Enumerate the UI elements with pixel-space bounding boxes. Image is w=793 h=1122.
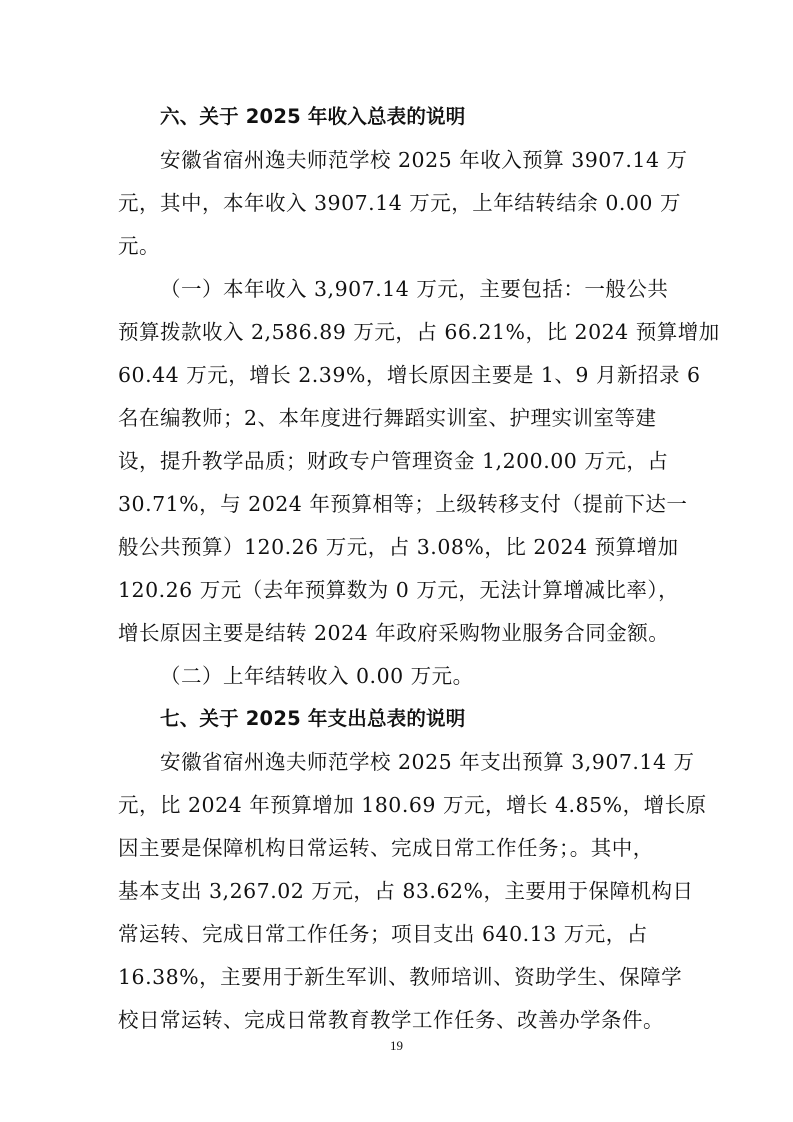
paragraph-line: 120.26 万元（去年预算数为 0 万元，无法计算增减比率）， xyxy=(118,578,680,602)
paragraph-line: 元，比 2024 年预算增加 180.69 万元，增长 4.85%，增长原 xyxy=(118,793,707,817)
section-heading-income: 六、关于 2025 年收入总表的说明 xyxy=(160,105,466,128)
paragraph-line: 安徽省宿州逸夫师范学校 2025 年支出预算 3,907.14 万 xyxy=(160,750,695,774)
paragraph-line: 设，提升教学品质；财政专户管理资金 1,200.00 万元，占 xyxy=(118,449,669,473)
paragraph-line: 元，其中，本年收入 3907.14 万元，上年结转结余 0.00 万 xyxy=(118,191,681,215)
paragraph-line: 60.44 万元，增长 2.39%，增长原因主要是 1、9 月新招录 6 xyxy=(118,363,701,387)
paragraph-line: 预算拨款收入 2,586.89 万元，占 66.21%，比 2024 预算增加 xyxy=(118,320,720,344)
paragraph-line: 常运转、完成日常工作任务；项目支出 640.13 万元，占 xyxy=(118,922,648,946)
paragraph-line: 基本支出 3,267.02 万元，占 83.62%，主要用于保障机构日 xyxy=(118,879,694,903)
paragraph-line: 增长原因主要是结转 2024 年政府采购物业服务合同金额。 xyxy=(118,621,670,645)
paragraph-line: 因主要是保障机构日常运转、完成日常工作任务；。其中， xyxy=(118,836,654,860)
paragraph-line: 元。 xyxy=(118,234,160,258)
paragraph-line: 30.71%，与 2024 年预算相等；上级转移支付（提前下达一 xyxy=(118,492,688,516)
section-heading-expenditure: 七、关于 2025 年支出总表的说明 xyxy=(160,707,466,730)
page-number: 19 xyxy=(390,1038,403,1053)
paragraph-line: 校日常运转、完成日常教育教学工作任务、改善办学条件。 xyxy=(118,1008,664,1032)
paragraph-line: 般公共预算）120.26 万元，占 3.08%，比 2024 预算增加 xyxy=(118,535,679,559)
paragraph-line: 安徽省宿州逸夫师范学校 2025 年收入预算 3907.14 万 xyxy=(160,148,688,172)
paragraph-line: 名在编教师；2、本年度进行舞蹈实训室、护理实训室等建 xyxy=(118,406,657,430)
paragraph-line: （二）上年结转收入 0.00 万元。 xyxy=(160,664,474,688)
paragraph-line: （一）本年收入 3,907.14 万元，主要包括：一般公共 xyxy=(160,277,669,301)
paragraph-line: 16.38%，主要用于新生军训、教师培训、资助学生、保障学 xyxy=(118,965,683,989)
